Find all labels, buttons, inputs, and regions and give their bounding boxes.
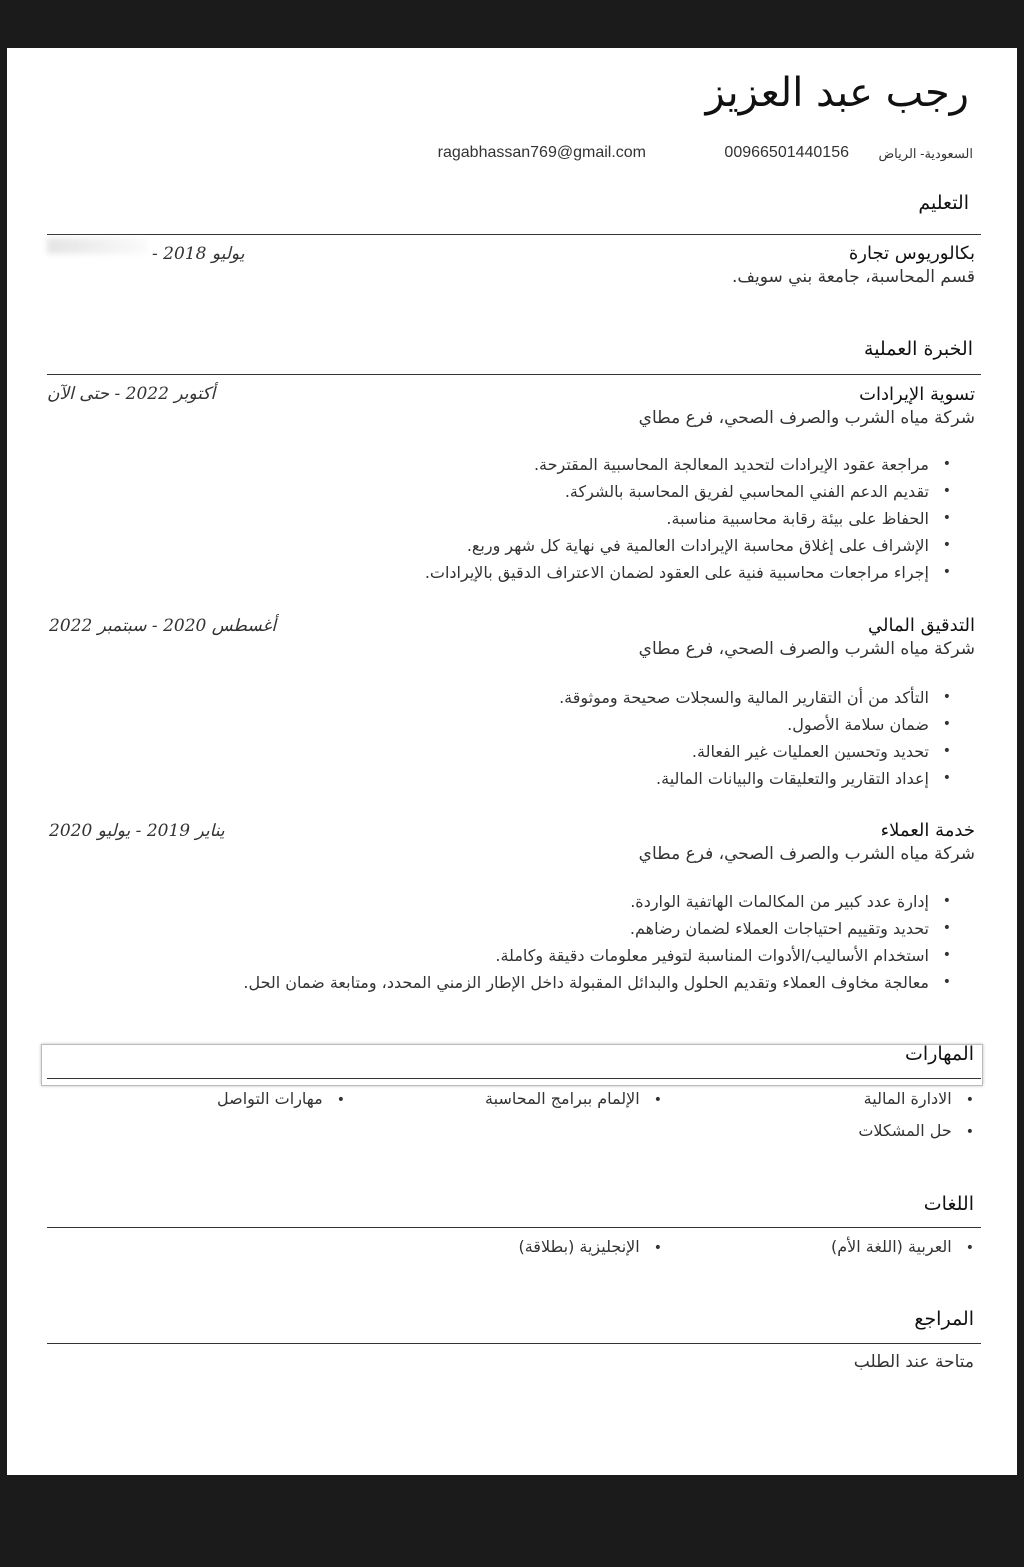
candidate-name: رجب عبد العزيز (705, 70, 969, 116)
job-3-company: شركة مياه الشرب والصرف الصحي، فرع مطاي (638, 844, 975, 864)
list-item: • تحديد وتقييم احتياجات العملاء لضمان رضاهم. (243, 915, 951, 942)
skill-item: •مهارات التواصل (217, 1089, 345, 1108)
languages-heading: اللغات (923, 1193, 974, 1215)
education-heading: التعليم (918, 192, 969, 214)
list-item: • تقديم الدعم الفني المحاسبي لفريق المحاسبة بالشركة. (425, 478, 951, 505)
list-item: • مراجعة عقود الإيرادات لتحديد المعالجة المحاسبية المقترحة. (425, 451, 951, 478)
list-item: • إدارة عدد كبير من المكالمات الهاتفية الواردة. (243, 888, 951, 915)
experience-divider (47, 374, 981, 375)
education-details: قسم المحاسبة، جامعة بني سويف. (732, 267, 975, 287)
skills-selection-box (41, 1044, 983, 1086)
job-2-title: التدقيق المالي (868, 615, 975, 636)
skills-heading: المهارات (905, 1043, 974, 1065)
language-item: •الإنجليزية (بطلاقة) (518, 1237, 662, 1256)
list-item: • إعداد التقارير والتعليقات والبيانات المالية. (559, 765, 951, 792)
job-3-date: يناير 2019 - يوليو 2020 (49, 821, 225, 841)
references-text: متاحة عند الطلب (853, 1352, 974, 1372)
skills-divider (47, 1078, 981, 1079)
list-item: • إجراء مراجعات محاسبية فنية على العقود لضمان الاعتراف الدقيق بالإيرادات. (425, 559, 951, 586)
contact-email: ragabhassan769@gmail.com (437, 144, 646, 161)
job-3-title: خدمة العملاء (880, 820, 975, 841)
education-divider (47, 234, 981, 235)
contact-location: السعودية- الرياض (878, 146, 973, 161)
job-1-date: أكتوبر 2022 - حتى الآن (47, 384, 216, 404)
list-item: • تحديد وتحسين العمليات غير الفعالة. (559, 738, 951, 765)
job-1-company: شركة مياه الشرب والصرف الصحي، فرع مطاي (638, 408, 975, 428)
list-item: • ضمان سلامة الأصول. (559, 711, 951, 738)
education-degree: بكالوريوس تجارة (848, 243, 975, 264)
list-item: • الإشراف على إغلاق محاسبة الإيرادات العالمية في نهاية كل شهر وربع. (425, 532, 951, 559)
resume-page (7, 48, 1017, 1475)
references-divider (47, 1343, 981, 1344)
job-1-bullets (425, 451, 951, 586)
skill-item: •الادارة المالية (863, 1089, 974, 1108)
experience-heading: الخبرة العملية (864, 338, 973, 360)
list-item: • استخدام الأساليب/الأدوات المناسبة لتوفير معلومات دقيقة وكاملة. (243, 942, 951, 969)
language-item: •العربية (اللغة الأم) (830, 1237, 974, 1256)
list-item: • التأكد من أن التقارير المالية والسجلات صحيحة وموثوقة. (559, 684, 951, 711)
references-heading: المراجع (914, 1308, 974, 1330)
skill-item: •الإلمام ببرامج المحاسبة (485, 1089, 662, 1108)
bullet-icon: • (965, 1092, 974, 1108)
bullet-icon: • (336, 1092, 345, 1108)
list-item: • معالجة مخاوف العملاء وتقديم الحلول والبدائل المقبولة داخل الإطار الزمني المحدد، ومتابعة ضمان الحل. (243, 969, 951, 996)
job-1-title: تسوية الإيرادات (859, 384, 975, 405)
redacted-area (47, 238, 147, 254)
contact-phone: 00966501440156 (724, 144, 849, 161)
job-3-bullets (243, 888, 951, 996)
education-date: يوليو 2018 - (152, 244, 245, 264)
job-2-company: شركة مياه الشرب والصرف الصحي، فرع مطاي (638, 639, 975, 659)
bullet-icon: • (965, 1124, 974, 1140)
skill-item: •حل المشكلات (858, 1121, 974, 1140)
languages-divider (47, 1227, 981, 1228)
bullet-icon: • (653, 1092, 662, 1108)
job-2-date: أغسطس 2020 - سبتمبر 2022 (49, 616, 277, 636)
bullet-icon: • (965, 1240, 974, 1256)
job-2-bullets (559, 684, 951, 792)
bullet-icon: • (653, 1240, 662, 1256)
list-item: • الحفاظ على بيئة رقابة محاسبية مناسبة. (425, 505, 951, 532)
